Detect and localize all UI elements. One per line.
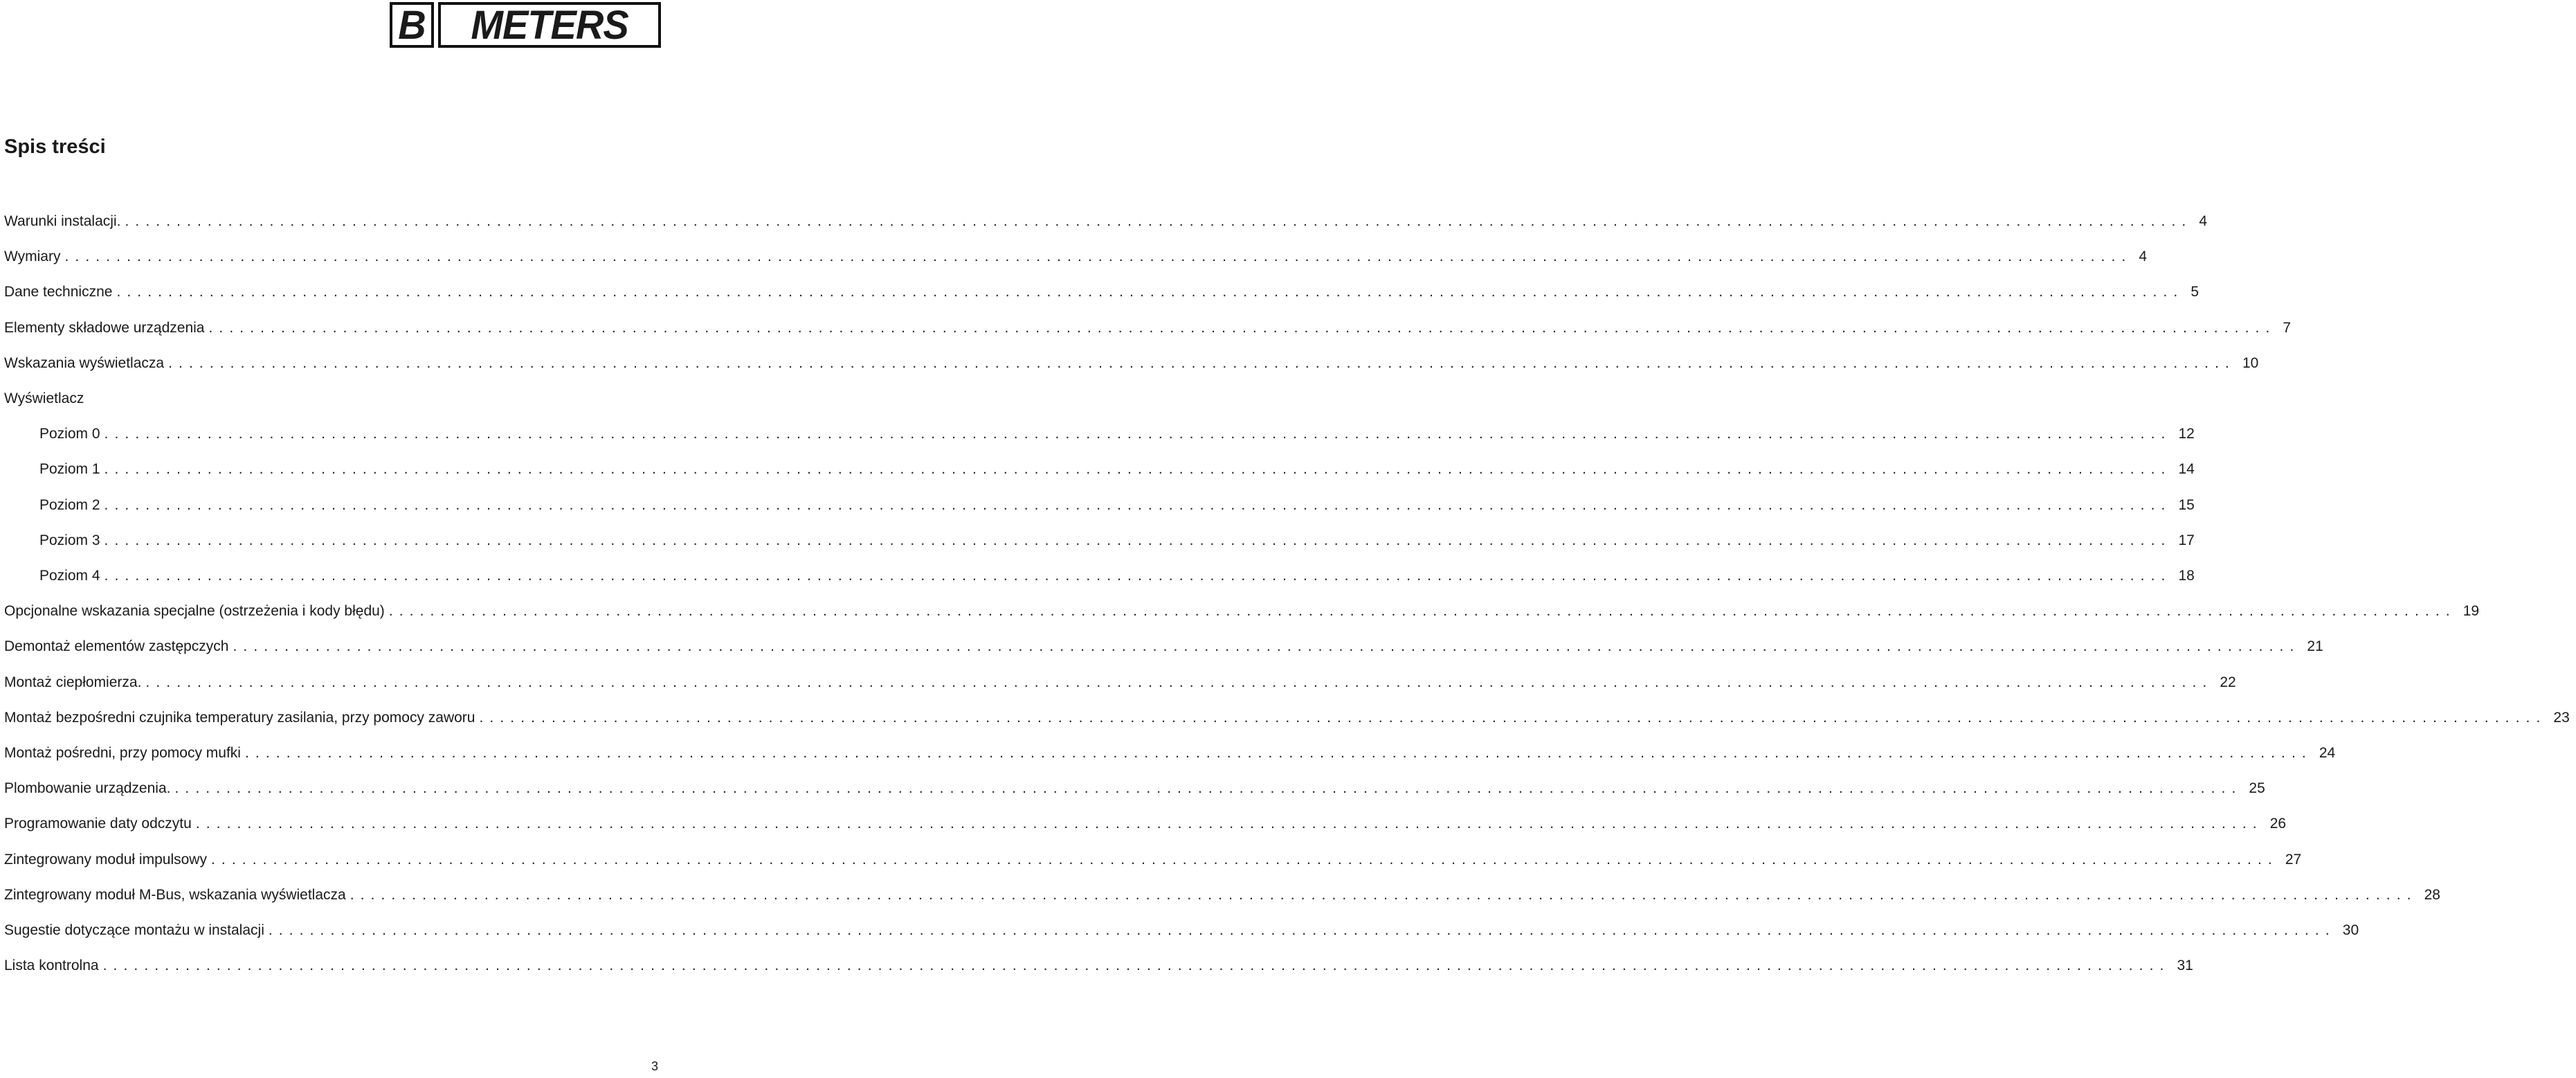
toc-entry-page: 19 [2462, 603, 2480, 620]
toc-entry[interactable] [0, 669, 2236, 697]
toc-entry-label: Dane techniczne [4, 284, 113, 300]
toc-entry[interactable] [0, 527, 2195, 555]
toc-entry-label: Plombowanie urządzenia. [4, 780, 171, 797]
toc-entry[interactable] [0, 385, 664, 413]
toc-dot-leader: ........................................................................................................................................................................................................ [210, 851, 2278, 868]
toc-dot-leader: ........................................................................................................................................................................................................ [104, 532, 2172, 548]
toc-dot-leader: ........................................................................................................................................................................................................ [125, 213, 2193, 229]
toc-entry[interactable] [0, 775, 2265, 802]
toc-entry[interactable] [0, 314, 2292, 342]
toc-entry-page: 7 [2283, 319, 2292, 336]
toc-entry-label: Sugestie dotyczące montażu w instalacji [4, 922, 264, 938]
toc-dot-leader: ........................................................................................................................................................................................................ [104, 568, 2172, 584]
toc-entry-label: Montaż pośredni, przy pomocy mufki [4, 745, 241, 761]
toc-entry-label: Wyświetlacz [4, 390, 84, 406]
toc-entry[interactable] [0, 952, 2193, 980]
toc-entry-page: 27 [2285, 851, 2302, 868]
toc-entry-page: 10 [2242, 354, 2259, 371]
toc-entry[interactable] [0, 917, 2359, 944]
toc-dot-leader: ........................................................................................................................................................................................................ [388, 603, 2456, 620]
toc-entry-label: Zintegrowany moduł impulsowy [4, 851, 207, 868]
toc-entry[interactable] [0, 243, 2148, 271]
toc-entry[interactable] [0, 492, 2195, 519]
toc-entry-label: Demontaż elementów zastępczych [4, 638, 229, 655]
logo-b-text: B [398, 1, 426, 48]
toc-entry-page: 24 [2319, 745, 2336, 761]
toc-entry-page: 5 [2190, 284, 2199, 300]
toc-dot-leader: ........................................................................................................................................................................................................ [116, 284, 2184, 300]
toc-entry-label: Montaż ciepłomierza. [4, 674, 142, 690]
toc-dot-leader: ........................................................................................................................................................................................................ [102, 958, 2170, 974]
bmeters-logo [390, 2, 661, 48]
toc-dot-leader: ........................................................................................................................................................................................................ [244, 745, 2312, 761]
toc-entry-label: Lista kontrolna [4, 958, 99, 974]
toc-entry-page: 12 [2178, 426, 2195, 442]
toc-entry-label: Elementy składowe urządzenia [4, 319, 205, 336]
toc-entry-label: Montaż bezpośredni czujnika temperatury zasilania, przy pomocy zaworu [4, 709, 475, 726]
toc-dot-leader: ........................................................................................................................................................................................................ [268, 922, 2336, 938]
toc-entry-page: 21 [2307, 638, 2323, 655]
toc-entry-page: 25 [2249, 780, 2265, 797]
toc-entry[interactable] [0, 739, 2336, 767]
toc-dot-leader: ........................................................................................................................................................................................................ [233, 638, 2301, 655]
toc-entry-label: Opcjonalne wskazania specjalne (ostrzeżenia i kody błędu) [4, 603, 385, 620]
toc-entry[interactable] [0, 278, 2199, 306]
toc-entry[interactable] [0, 633, 2323, 661]
toc-entry[interactable] [0, 810, 2287, 838]
toc-entry-label: Poziom 4 [39, 568, 100, 584]
toc-entry-page: 14 [2178, 461, 2195, 478]
toc-entry-page: 4 [2139, 249, 2148, 265]
logo-meters-box [438, 2, 661, 48]
logo-b-box [390, 2, 434, 48]
toc-entry-page: 23 [2553, 709, 2570, 726]
logo-meters-text: METERS [471, 1, 628, 48]
toc-entry-page: 31 [2177, 958, 2193, 974]
toc-entry-page: 22 [2220, 674, 2236, 690]
toc-entry[interactable] [0, 881, 2440, 909]
toc-entry-page: 30 [2342, 922, 2359, 938]
toc-dot-leader: ........................................................................................................................................................................................................ [479, 709, 2547, 726]
toc-dot-leader: ........................................................................................................................................................................................................ [104, 461, 2172, 478]
toc-entry-page: 28 [2424, 886, 2440, 903]
toc-entry[interactable] [0, 598, 2480, 625]
toc-entry[interactable] [0, 208, 2208, 235]
toc-dot-leader: ........................................................................................................................................................................................................ [64, 249, 2132, 265]
toc-entry[interactable] [0, 704, 2570, 732]
toc-entry[interactable] [0, 846, 2302, 874]
toc-dot-leader: ........................................................................................................................................................................................................ [145, 674, 2213, 690]
toc-entry-label: Poziom 3 [39, 532, 100, 548]
toc-entry[interactable] [0, 350, 2259, 377]
page-number: 3 [651, 1059, 658, 1073]
toc-entry-page: 18 [2178, 568, 2195, 584]
toc-dot-leader: ........................................................................................................................................................................................................ [104, 496, 2172, 513]
toc-dot-leader: ........................................................................................................................................................................................................ [350, 886, 2418, 903]
toc-entry-label: Poziom 0 [39, 426, 100, 442]
toc-entry[interactable] [0, 420, 2195, 448]
toc-dot-leader: ........................................................................................................................................................................................................ [104, 426, 2172, 442]
toc-entry-page: 17 [2178, 532, 2195, 548]
toc-entry-label: Zintegrowany moduł M-Bus, wskazania wyświetlacza [4, 886, 346, 903]
toc-entry-label: Wskazania wyświetlacza [4, 354, 165, 371]
toc-dot-leader: ........................................................................................................................................................................................................ [174, 780, 2242, 797]
toc-entry-label: Programowanie daty odczytu [4, 816, 192, 832]
toc-dot-leader: ........................................................................................................................................................................................................ [208, 319, 2276, 336]
toc-entry-label: Wymiary [4, 249, 61, 265]
toc-entry[interactable] [0, 562, 2195, 590]
toc-entry-label: Poziom 2 [39, 496, 100, 513]
toc-entry-page: 26 [2269, 816, 2287, 832]
toc-dot-leader: ........................................................................................................................................................................................................ [195, 816, 2263, 832]
toc-entry-label: Warunki instalacji. [4, 213, 121, 229]
toc-entry-label: Poziom 1 [39, 461, 100, 478]
page-title: Spis treści [4, 136, 106, 158]
toc-entry-page: 15 [2178, 496, 2195, 513]
toc-entry[interactable] [0, 456, 2195, 483]
toc-dot-leader: ........................................................................................................................................................................................................ [168, 354, 2235, 371]
toc-entry-page: 4 [2199, 213, 2208, 229]
